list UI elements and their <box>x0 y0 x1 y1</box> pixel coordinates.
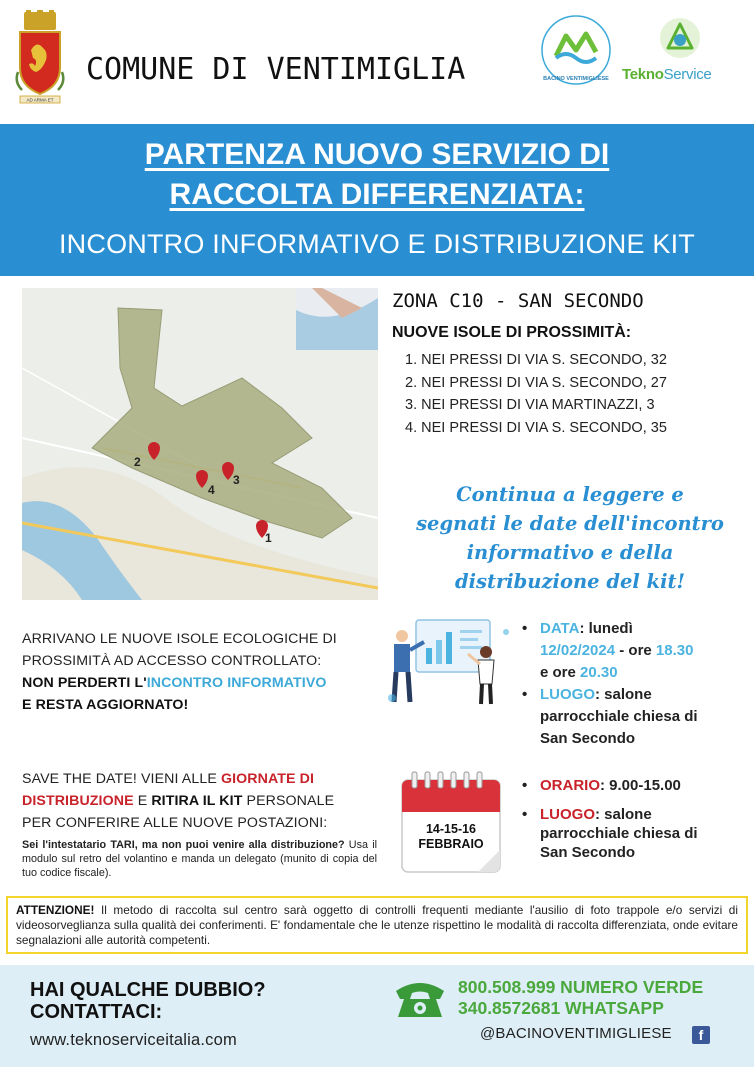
reading-invitation: Continua a leggere e segnati le date dell'incontro informativo e della distribuzione del kit! <box>416 483 724 593</box>
meeting-date: • DATA: lunedì 12/02/2024 - ore 18.30 e ore 20.30 <box>522 618 754 684</box>
svg-text:3: 3 <box>233 473 240 487</box>
delegate-note: Sei l'intestatario TARI, ma non puoi venire alla distribuzione? Usa il modulo sul retro del volantino e manda un delegato (munito di copia del tuo codice fiscale). <box>22 839 377 879</box>
footer <box>0 965 754 1067</box>
teknoservice-logo-text: TeknoService <box>622 66 712 83</box>
svg-text:1: 1 <box>265 531 272 545</box>
whatsapp-number[interactable]: 340.8572681 WHATSAPP <box>458 998 664 1018</box>
banner-subtitle: INCONTRO INFORMATIVO E DISTRIBUZIONE KIT <box>58 229 695 259</box>
telephone-icon <box>392 977 448 1021</box>
bacino-logo-icon <box>536 10 616 90</box>
attention-box: ATTENZIONE! Il metodo di raccolta sul centro sarà oggetto di controlli frequenti mediante l'ausilio di foto trappole e/o servizi di videosorveglianza sulla qualità dei conferimenti. E' fondamentale che le utenze rispettino le modalità di raccolta differenziata, onde evitare segnalazioni alle autorità competenti. <box>6 896 748 954</box>
svg-text:2: 2 <box>134 455 141 469</box>
list-item: 4. NEI PRESSI DI VIA S. SECONDO, 35 <box>405 419 667 436</box>
website-link[interactable]: www.teknoserviceitalia.com <box>30 1031 237 1049</box>
banner-title-line2: RACCOLTA DIFFERENZIATA: <box>169 178 585 211</box>
list-item: 2. NEI PRESSI DI VIA S. SECONDO, 27 <box>405 374 667 391</box>
meeting-details <box>522 618 754 750</box>
meeting-announcement: ARRIVANO LE NUOVE ISOLE ECOLOGICHE DI PROSSIMITÀ AD ACCESSO CONTROLLATO: NON PERDERTI L'INCONTRO INFORMATIVO E RESTA AGGIORNATO! <box>22 631 337 713</box>
facebook-icon[interactable]: f <box>692 1026 710 1044</box>
isole-list <box>405 349 667 439</box>
distribution-place: • LUOGO: salone parrocchiale chiesa di San Secondo <box>522 805 754 862</box>
toll-free-number[interactable]: 800.508.999 NUMERO VERDE <box>458 977 704 997</box>
town-name: COMUNE DI VENTIMIGLIA <box>86 52 466 87</box>
distribution-time: • ORARIO: 9.00-15.00 <box>522 776 754 795</box>
title-banner <box>0 124 754 276</box>
zone-map-graphic <box>22 288 378 600</box>
list-item: 1. NEI PRESSI DI VIA S. SECONDO, 32 <box>405 352 667 368</box>
zone-title: ZONA C10 - SAN SECONDO <box>392 290 644 312</box>
contact-heading: HAI QUALCHE DUBBIO? CONTATTACI: <box>30 979 266 1023</box>
header <box>0 0 754 122</box>
bacino-logo-text: BACINO VENTIMIGLIESE <box>543 76 609 82</box>
phone-numbers <box>458 977 703 1019</box>
calendar-dates: 14-15-16 FEBBRAIO <box>418 822 484 851</box>
zone-map <box>22 288 378 600</box>
banner-title-line1: PARTENZA NUOVO SERVIZIO DI <box>144 138 610 171</box>
distribution-details <box>522 776 754 862</box>
presentation-illustration-icon <box>382 612 512 710</box>
list-item: 3. NEI PRESSI DI VIA MARTINAZZI, 3 <box>405 397 655 413</box>
city-crest-icon <box>14 10 66 105</box>
distribution-announcement: SAVE THE DATE! VIENI ALLE GIORNATE DI DISTRIBUZIONE E RITIRA IL KIT PERSONALE PER CONFERIRE ALLE NUOVE POSTAZIONI: <box>22 771 335 831</box>
isole-title: NUOVE ISOLE DI PROSSIMITÀ: <box>392 324 632 341</box>
svg-text:4: 4 <box>208 483 215 497</box>
social-handle[interactable]: @BACINOVENTIMIGLIESE <box>480 1025 672 1042</box>
meeting-place: • LUOGO: salone parrocchiale chiesa di San Secondo <box>522 684 754 750</box>
crest-motto: AD ARMA ET <box>26 97 54 103</box>
